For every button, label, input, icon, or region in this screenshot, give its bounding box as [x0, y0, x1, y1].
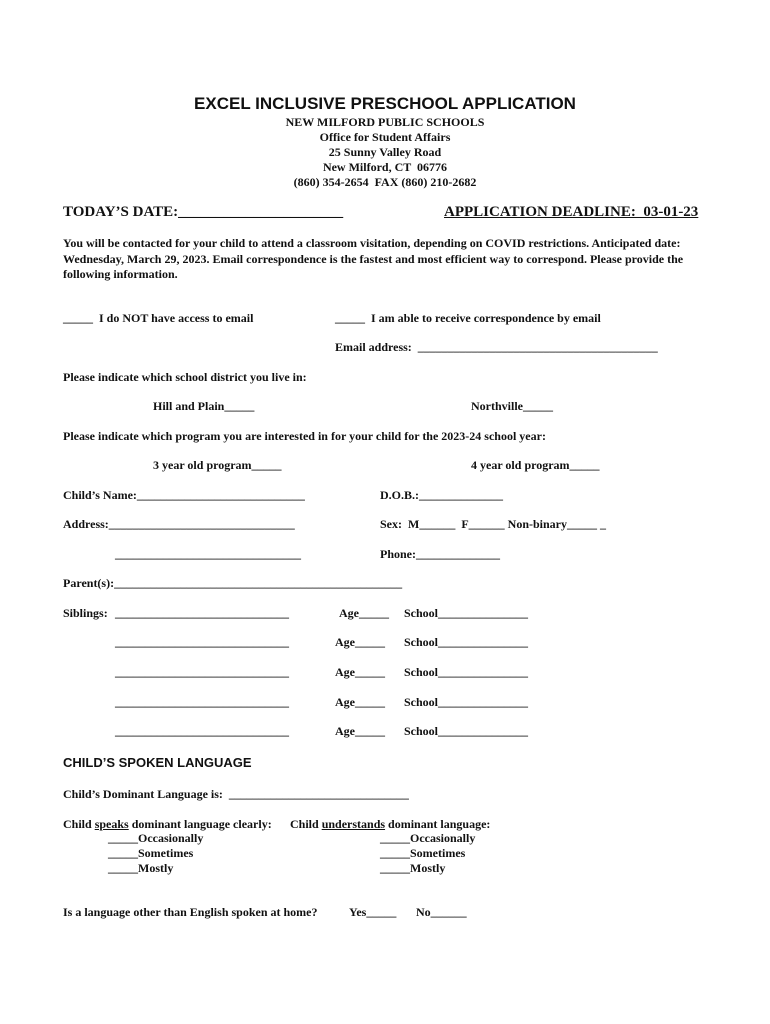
speaks-question: [63, 817, 272, 832]
application-deadline: APPLICATION DEADLINE: 03-01-23: [444, 204, 699, 220]
understands-suffix: dominant language:: [385, 817, 491, 831]
understands-word: understands: [321, 817, 386, 831]
speaks-occasionally-option[interactable]: _____Occasionally: [108, 831, 204, 845]
sibling-name-field[interactable]: _____________________________: [115, 665, 289, 679]
speaks-sometimes-option[interactable]: _____Sometimes: [108, 846, 194, 860]
other-language-no[interactable]: No______: [416, 905, 467, 919]
email-ok-option[interactable]: _____ I am able to receive correspondence by email: [335, 311, 601, 325]
sibling-name-field[interactable]: _____________________________: [115, 635, 289, 649]
sex-field[interactable]: Sex: M______ F______ Non-binary_____ _: [380, 517, 606, 531]
sibling-school-field[interactable]: School_______________: [404, 606, 529, 620]
sibling-age-field[interactable]: Age_____: [335, 724, 385, 738]
speaks-mostly-option[interactable]: _____Mostly: [108, 861, 174, 875]
district-northville[interactable]: Northville_____: [471, 399, 553, 413]
sibling-age-field[interactable]: Age_____: [339, 606, 389, 620]
other-language-yes[interactable]: Yes_____: [349, 905, 397, 919]
dob-field[interactable]: D.O.B.:______________: [380, 488, 503, 502]
no-email-option[interactable]: _____ I do NOT have access to email: [63, 311, 254, 325]
sibling-school-field[interactable]: School_______________: [404, 665, 529, 679]
sibling-age-field[interactable]: Age_____: [335, 635, 385, 649]
parents-field[interactable]: Parent(s):________________________________________________: [63, 576, 403, 590]
form-title: EXCEL INCLUSIVE PRESCHOOL APPLICATION: [194, 94, 576, 113]
todays-date-field[interactable]: TODAY’S DATE:______________________: [63, 204, 344, 220]
sibling-name-field[interactable]: _____________________________: [115, 724, 289, 738]
language-heading: CHILD’S SPOKEN LANGUAGE: [63, 755, 252, 770]
phone-field[interactable]: Phone:______________: [380, 547, 500, 561]
sibling-school-field[interactable]: School_______________: [404, 724, 529, 738]
program-3-year[interactable]: 3 year old program_____: [153, 458, 282, 472]
speaks-prefix: Child: [63, 817, 95, 831]
email-address-field[interactable]: Email address: ________________________________________: [335, 340, 658, 354]
office-name: Office for Student Affairs: [319, 130, 451, 144]
program-4-year[interactable]: 4 year old program_____: [471, 458, 600, 472]
child-name-field[interactable]: Child’s Name:____________________________: [63, 488, 305, 502]
city-address: New Milford, CT 06776: [322, 160, 448, 174]
district-name: NEW MILFORD PUBLIC SCHOOLS: [285, 115, 485, 129]
understands-sometimes-option[interactable]: _____Sometimes: [380, 846, 466, 860]
other-language-question: Is a language other than English spoken at home?: [63, 905, 318, 919]
street-address: 25 Sunny Valley Road: [328, 145, 442, 159]
understands-prefix: Child: [290, 817, 322, 831]
sibling-name-field[interactable]: _____________________________: [115, 606, 289, 620]
understands-occasionally-option[interactable]: _____Occasionally: [380, 831, 476, 845]
district-hill-and-plain[interactable]: Hill and Plain_____: [153, 399, 255, 413]
address-line2-field[interactable]: _______________________________: [115, 547, 301, 561]
address-field[interactable]: Address:_______________________________: [63, 517, 295, 531]
sibling-age-field[interactable]: Age_____: [335, 665, 385, 679]
sibling-age-field[interactable]: Age_____: [335, 695, 385, 709]
district-prompt: Please indicate which school district you live in:: [63, 370, 307, 384]
speaks-word: speaks: [94, 817, 129, 831]
siblings-label: Siblings:: [63, 606, 108, 620]
intro-paragraph: You will be contacted for your child to attend a classroom visitation, depending on COVID restrictions. Anticipated date: Wednesday, March 29, 2023. Email correspondence is the fastest and most efficient way to correspond. Please provide the following information.: [63, 236, 684, 281]
sibling-school-field[interactable]: School_______________: [404, 635, 529, 649]
phone-fax: (860) 354-2654 FAX (860) 210-2682: [293, 175, 477, 189]
sibling-name-field[interactable]: _____________________________: [115, 695, 289, 709]
dominant-language-field[interactable]: Child’s Dominant Language is: ______________________________: [63, 787, 409, 801]
understands-mostly-option[interactable]: _____Mostly: [380, 861, 446, 875]
understands-question: [290, 817, 490, 832]
speaks-suffix: dominant language clearly:: [128, 817, 272, 831]
sibling-school-field[interactable]: School_______________: [404, 695, 529, 709]
program-prompt: Please indicate which program you are interested in for your child for the 2023-24 school year:: [63, 429, 546, 443]
